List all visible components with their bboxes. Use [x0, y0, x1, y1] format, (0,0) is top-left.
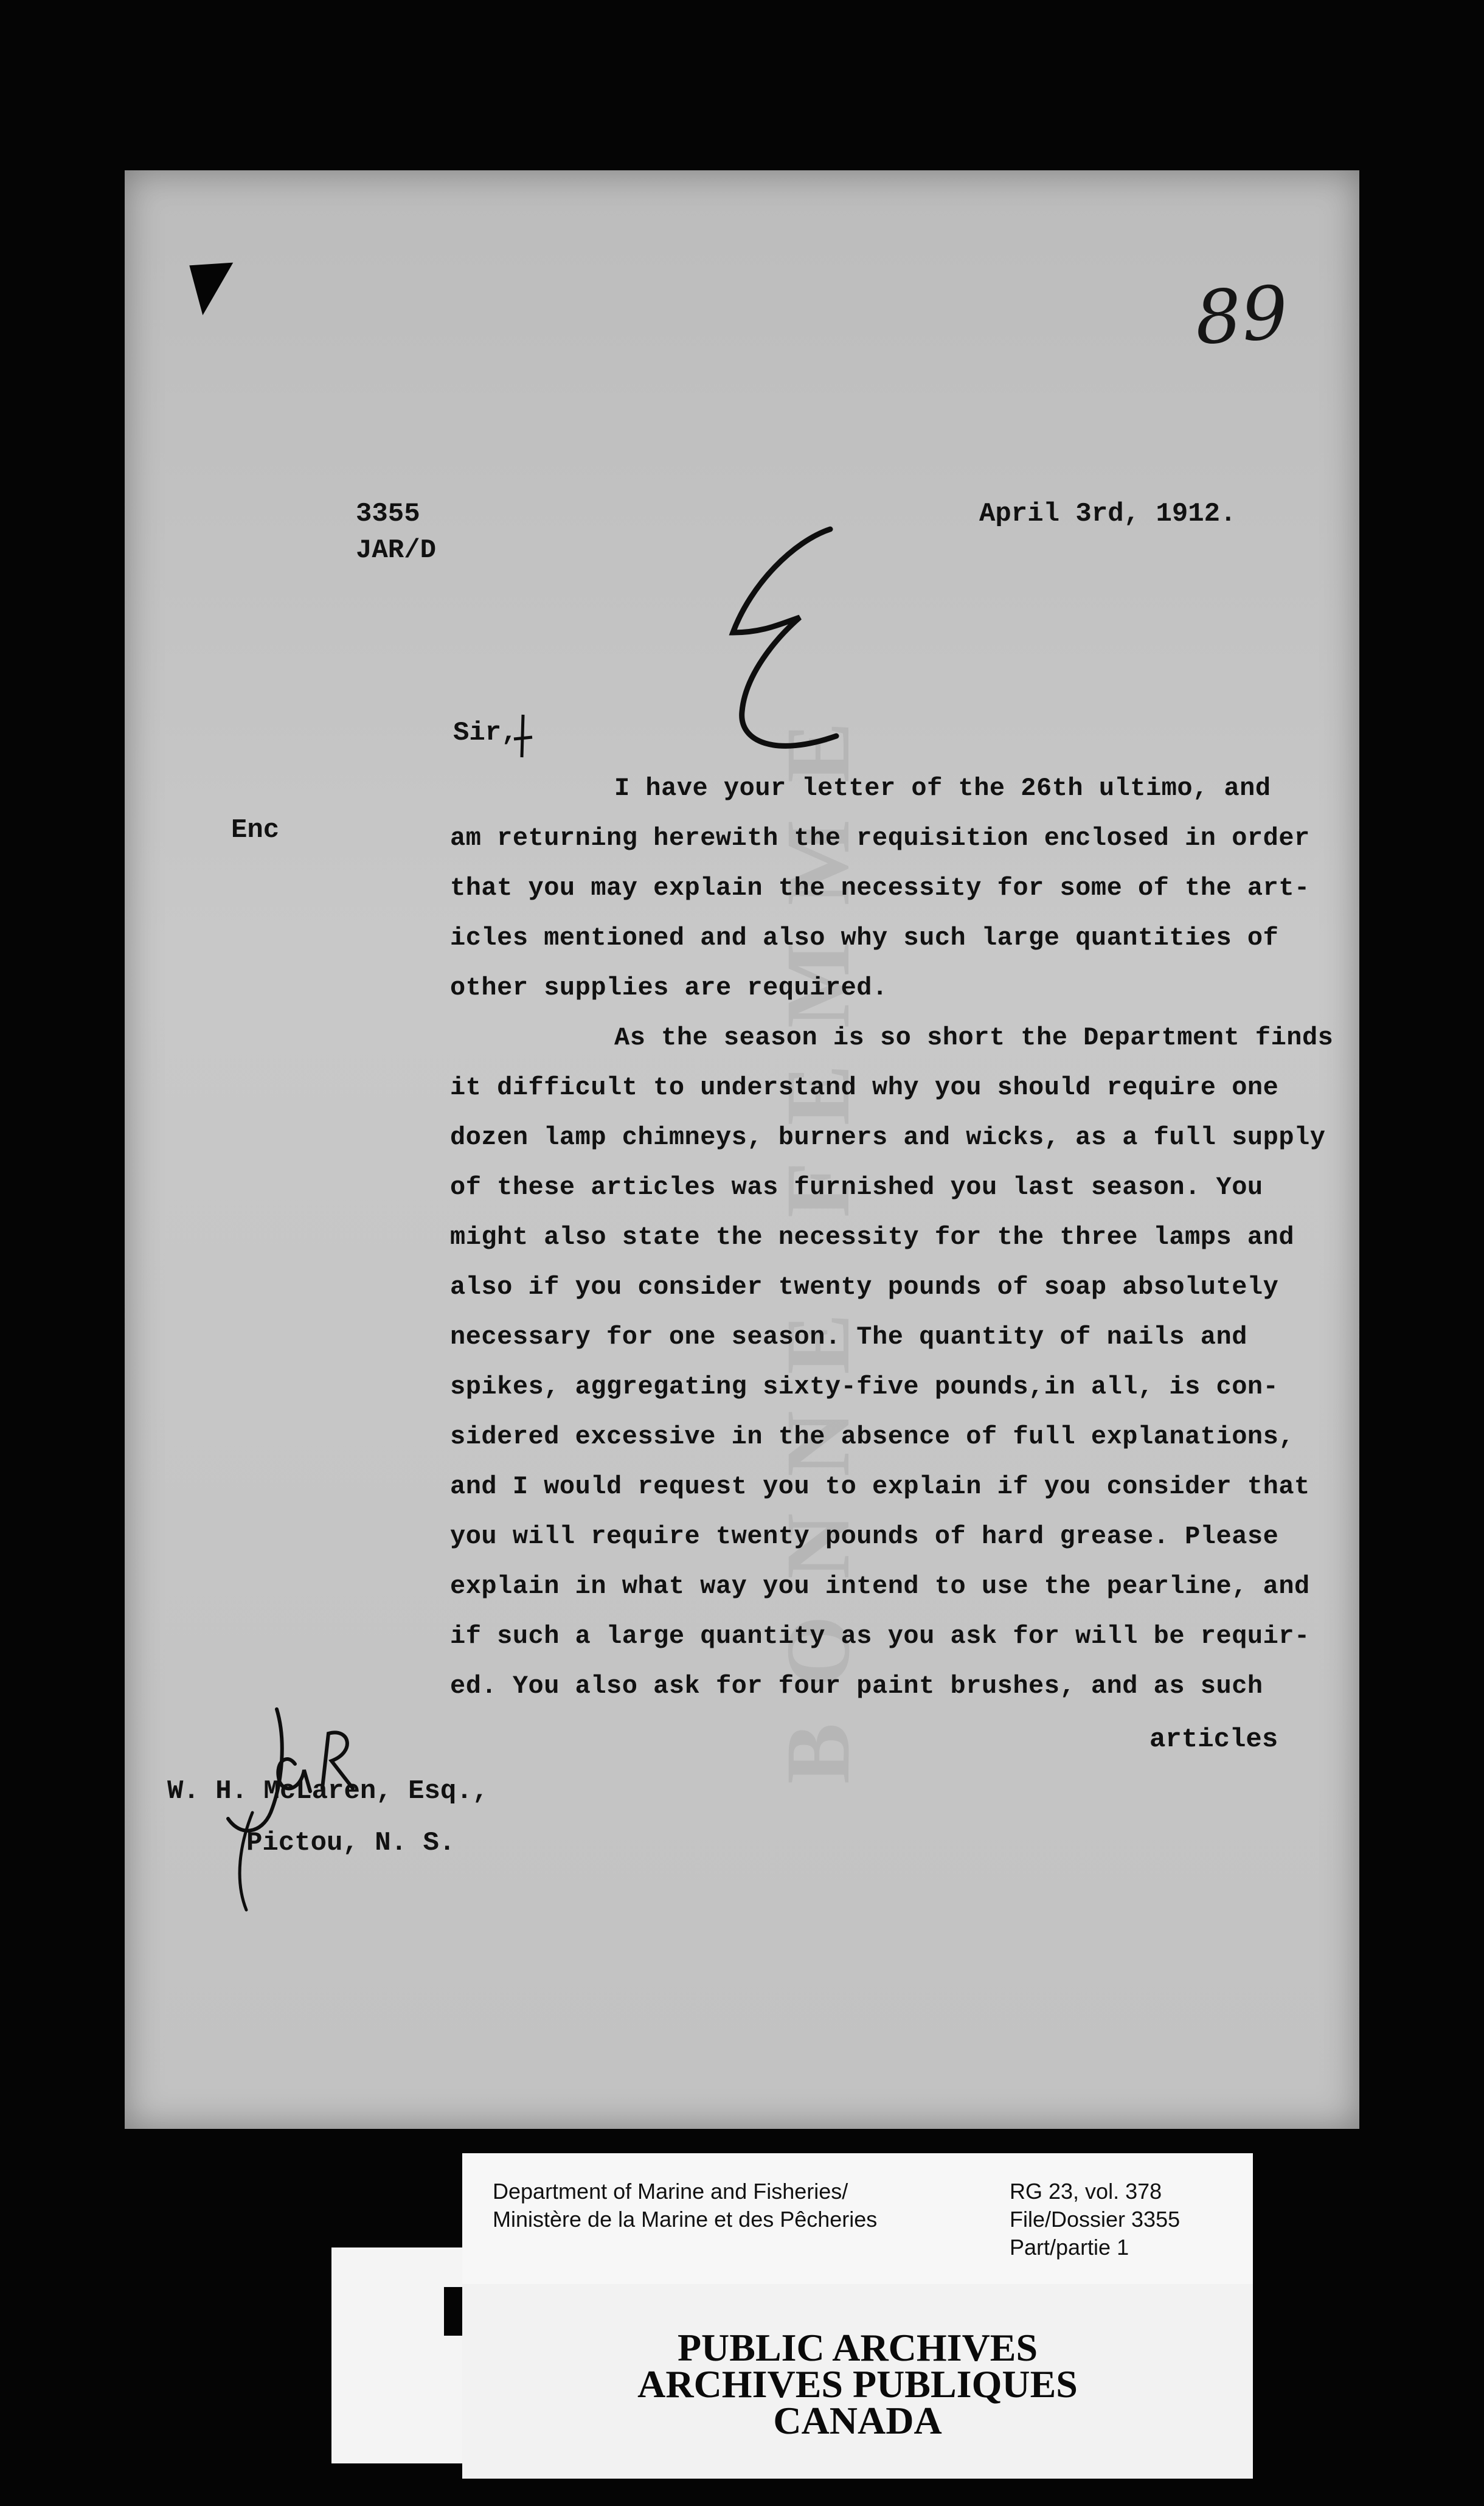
department-fr: Ministère de la Marine et des Pêcheries	[493, 2207, 878, 2232]
record-reference	[1010, 2178, 1180, 2261]
body-line: that you may explain the necessity for some of the art-	[450, 873, 1310, 903]
body-line: spikes, aggregating sixty-five pounds,in all, is con-	[450, 1372, 1279, 1401]
addressee-place: Pictou, N. S.	[246, 1828, 456, 1858]
archives-line-en: PUBLIC ARCHIVES	[677, 2326, 1038, 2369]
archives-stamp	[462, 2326, 1253, 2442]
torn-corner	[150, 232, 234, 316]
archives-line-country: CANADA	[773, 2399, 942, 2442]
body-line: sidered excessive in the absence of full explanations,	[450, 1422, 1295, 1451]
body-line: As the season is so short the Department finds	[614, 1023, 1334, 1052]
body-line: and I would request you to explain if you consider that	[450, 1472, 1310, 1501]
archives-line-fr: ARCHIVES PUBLIQUES	[637, 2362, 1078, 2406]
enclosure-mark: Enc	[231, 815, 280, 845]
letter-body	[450, 763, 1334, 1711]
handwritten-initials-signature	[204, 1685, 398, 1916]
part-number: Part/partie 1	[1010, 2235, 1129, 2260]
department-en: Department of Marine and Fisheries/	[493, 2179, 848, 2204]
folio-number: 89	[1192, 270, 1291, 362]
body-line: you will require twenty pounds of hard grease. Please	[450, 1522, 1279, 1551]
body-line: am returning herewith the requisition enclosed in order	[450, 824, 1310, 853]
record-group: RG 23, vol. 378	[1010, 2179, 1162, 2204]
body-line: explain in what way you intend to use the pearline, and	[450, 1572, 1310, 1601]
body-line: also if you consider twenty pounds of soap absolutely	[450, 1272, 1279, 1302]
archive-label	[462, 2153, 1253, 2284]
paper-watermark: BONNE FEMME	[768, 686, 869, 1784]
body-line: might also state the necessity for the three lamps and	[450, 1223, 1295, 1252]
body-line: other supplies are required.	[450, 973, 888, 1002]
body-line: I have your letter of the 26th ultimo, and	[614, 774, 1271, 803]
body-line: if such a large quantity as you ask for will be requir-	[450, 1622, 1310, 1651]
department-names	[493, 2178, 877, 2234]
body-line: ed. You also ask for four paint brushes, and as such	[450, 1671, 1263, 1701]
handwritten-tick-mark	[511, 712, 535, 760]
addressee-name: W. H. McLaren, Esq.,	[167, 1776, 489, 1807]
reference-initials: JAR/D	[356, 535, 437, 566]
letter-page	[125, 170, 1359, 2129]
body-line: necessary for one season. The quantity of nails and	[450, 1322, 1247, 1352]
file-number: 3355	[356, 499, 420, 529]
body-line: of these articles was furnished you last season. You	[450, 1173, 1263, 1202]
body-line: icles mentioned and also why such large quantities of	[450, 923, 1279, 953]
continuation-word: articles	[1149, 1724, 1278, 1755]
body-line: dozen lamp chimneys, burners and wicks, as a full supply	[450, 1123, 1326, 1152]
salutation: Sir,	[453, 718, 518, 748]
letter-date: April 3rd, 1912.	[979, 499, 1236, 529]
file-dossier: File/Dossier 3355	[1010, 2207, 1181, 2232]
handwritten-e-mark	[709, 517, 867, 772]
body-line: it difficult to understand why you should require one	[450, 1073, 1279, 1102]
